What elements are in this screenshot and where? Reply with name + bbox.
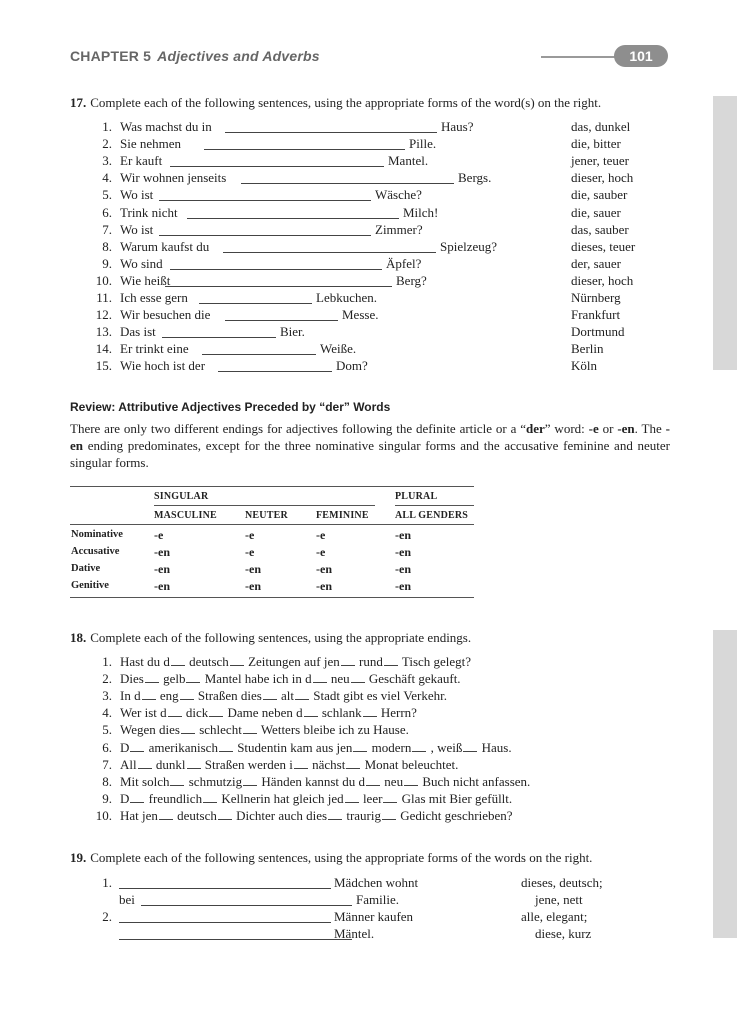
item-ending: Mäntel. — [334, 926, 375, 941]
word-hint: jene, nett — [535, 892, 583, 907]
sentence-fragment: Kellnerin hat gleich jed — [221, 790, 344, 806]
word-hint: Dortmund — [571, 324, 625, 340]
ending-blank — [328, 808, 342, 820]
page-number-badge: 101 — [614, 45, 668, 67]
answer-blank — [204, 136, 405, 150]
ending-blank — [170, 774, 184, 786]
sentence-fragment: Haus. — [481, 739, 512, 755]
item-ending: Lebkuchen. — [316, 290, 378, 305]
answer-blank — [119, 909, 331, 923]
item-ending: Wäsche? — [375, 187, 422, 203]
table-header-plural: PLURAL — [395, 491, 438, 502]
answer-blank — [187, 205, 399, 219]
sentence-fragment: deutsch — [177, 807, 217, 823]
ending-blank — [294, 757, 308, 769]
sentence-fragment: Wer ist d — [120, 705, 167, 721]
answer-blank — [241, 170, 454, 184]
ending-blank — [295, 688, 309, 700]
item-number: 7. — [102, 756, 112, 772]
fill-in-sentence — [120, 790, 512, 807]
word-hint: der, sauer — [571, 255, 622, 271]
sentence-fragment: In d — [120, 688, 141, 704]
table-bottom-rule — [70, 597, 474, 598]
ending-blank — [203, 791, 217, 803]
ending-blank — [145, 671, 159, 683]
word-hint: die, sauber — [571, 187, 628, 203]
word-hint: dieser, hoch — [571, 272, 634, 288]
item-number: 5. — [102, 722, 112, 738]
ending-cell: -en — [245, 579, 261, 593]
ending-cell: -e — [316, 528, 326, 542]
answer-blank — [119, 875, 331, 889]
ending-blank — [341, 654, 355, 666]
answer-blank — [202, 341, 316, 355]
ending-blank — [383, 791, 397, 803]
ending-blank — [142, 688, 156, 700]
answer-blank — [165, 273, 392, 287]
sentence-fragment: Studentin kam aus jen — [237, 739, 353, 755]
fill-in-sentence — [120, 807, 513, 824]
answer-blank — [159, 222, 371, 236]
item-prompt: Trink nicht — [120, 204, 178, 220]
answer-blank — [119, 926, 352, 940]
ending-blank — [346, 757, 360, 769]
sentence-fragment: Zeitungen auf jen — [248, 654, 340, 669]
ending-blank — [181, 722, 195, 734]
item-number: 10. — [95, 272, 112, 288]
ending-cell: -en — [245, 562, 261, 576]
sentence-fragment: deutsch — [189, 654, 229, 669]
item-ending: Dom? — [336, 358, 368, 374]
table-col-all-genders: ALL GENDERS — [395, 510, 469, 521]
sentence-fragment: Hast du d — [120, 654, 170, 669]
row-label: Genitive — [71, 580, 109, 591]
item-number: 2. — [102, 909, 112, 924]
item-ending: Mädchen wohnt — [334, 875, 419, 890]
exercise-17-instruction: 17. Complete each of the following sentences, using the appropriate forms of the word(s) on the right. — [70, 95, 602, 110]
word-hint: das, dunkel — [571, 119, 631, 134]
fill-in-sentence — [120, 653, 471, 670]
ending-blank — [345, 791, 359, 803]
item-prompt: Warum kaufst du — [120, 238, 210, 254]
word-hint: dieses, deutsch; — [521, 875, 603, 890]
item-number: 10. — [95, 807, 112, 823]
sentence-fragment: Wegen dies — [120, 722, 180, 738]
table-col-feminine: FEMININE — [316, 510, 369, 521]
word-hint: dieser, hoch — [571, 170, 634, 186]
sentence-fragment: Mantel habe ich in d — [204, 671, 312, 687]
sentence-fragment: dick — [185, 705, 209, 721]
ending-blank — [353, 740, 367, 752]
sentence-fragment: eng — [159, 688, 179, 704]
item-number: 7. — [102, 221, 112, 237]
sentence-fragment: , weiß — [430, 739, 463, 755]
item-prompt: Wo ist — [120, 221, 154, 237]
answer-blank — [223, 239, 436, 253]
ending-blank — [138, 757, 152, 769]
item-ending: Berg? — [396, 272, 427, 288]
item-number: 9. — [102, 790, 112, 806]
review-paragraph: There are only two different endings for adjectives following the definite article or a “der” word: -e or -en. The -en ending predominates, except for the three nominative singular forms and the accusative feminine and neuter singular forms. — [70, 421, 670, 470]
item-prompt: Wir besuchen die — [120, 307, 211, 323]
sentence-fragment: amerikanisch — [148, 739, 218, 755]
ending-cell: -en — [316, 579, 332, 593]
item-number: 2. — [102, 671, 112, 687]
ending-cell: -e — [316, 545, 326, 559]
fill-in-sentence — [120, 756, 458, 773]
ending-blank — [219, 740, 233, 752]
word-hint: die, sauer — [571, 204, 621, 220]
item-ending: Männer kaufen — [334, 909, 414, 924]
ending-blank — [363, 705, 377, 717]
answer-blank — [225, 307, 338, 321]
sentence-fragment: gelb — [163, 671, 186, 687]
table-col-masculine: MASCULINE — [154, 510, 217, 521]
item-number: 5. — [102, 187, 112, 203]
ending-cell: -en — [395, 545, 411, 559]
sentence-fragment: leer — [362, 790, 383, 806]
ending-blank — [209, 705, 223, 717]
sentence-fragment: Händen kannst du d — [261, 773, 366, 789]
sentence-fragment: schlecht — [199, 722, 242, 738]
item-prompt: Er kauft — [120, 153, 163, 169]
sentence-fragment: Hat jen — [120, 807, 158, 823]
sentence-fragment: neu — [384, 773, 404, 789]
fill-in-sentence — [120, 670, 461, 687]
ending-blank — [187, 757, 201, 769]
item-ending: Mantel. — [388, 153, 429, 169]
item-number: 8. — [102, 773, 112, 789]
ending-cell: -e — [154, 528, 164, 542]
answer-blank — [159, 187, 371, 201]
table-plural-rule — [395, 505, 474, 506]
word-hint: alle, elegant; — [521, 909, 588, 924]
ending-blank — [218, 808, 232, 820]
item-number: 3. — [102, 688, 112, 704]
sentence-fragment: Glas mit Bier gefüllt. — [401, 790, 513, 806]
item-prompt: Wie hoch ist der — [120, 358, 206, 374]
answer-blank — [170, 153, 384, 167]
ending-blank — [384, 654, 398, 666]
exercise-19-instruction: 19. Complete each of the following sentences, using the appropriate forms of the words on the right. — [70, 850, 593, 865]
header-rule — [541, 56, 621, 58]
sentence-fragment: schlank — [321, 705, 362, 721]
sentence-fragment: D — [120, 739, 130, 755]
sentence-fragment: alt — [281, 688, 295, 704]
item-number: 9. — [102, 255, 112, 271]
ending-cell: -e — [245, 545, 255, 559]
sentence-fragment: schmutzig — [188, 773, 243, 789]
ending-blank — [382, 808, 396, 820]
item-prompt: Wir wohnen jenseits — [120, 170, 227, 186]
sentence-fragment: dunkl — [155, 756, 186, 772]
word-hint: Frankfurt — [571, 307, 621, 323]
item-ending: Äpfel? — [386, 255, 422, 271]
item-prompt: Er trinkt eine — [120, 341, 189, 357]
sentence-fragment: Wetters bleibe ich zu Hause. — [260, 722, 409, 738]
ending-blank — [230, 654, 244, 666]
item-ending: Bergs. — [458, 170, 492, 186]
item-prompt: bei — [119, 892, 135, 907]
ending-blank — [168, 705, 182, 717]
word-hint: Köln — [571, 358, 597, 374]
ending-blank — [171, 654, 185, 666]
item-number: 3. — [102, 153, 112, 169]
fill-in-sentence — [120, 704, 417, 721]
item-number: 11. — [96, 290, 112, 305]
sentence-fragment: Buch nicht anfassen. — [422, 773, 531, 789]
ending-blank — [313, 671, 327, 683]
answer-blank — [170, 256, 382, 270]
ending-blank — [263, 688, 277, 700]
item-number: 13. — [95, 324, 112, 340]
ending-cell: -en — [154, 562, 170, 576]
ending-blank — [186, 671, 200, 683]
review-title: Review: Attributive Adjectives Preceded by “der” Words — [70, 400, 391, 414]
item-prompt: Was machst du in — [120, 119, 212, 134]
item-ending: Pille. — [409, 136, 437, 152]
sentence-fragment: D — [120, 790, 130, 806]
sentence-fragment: neu — [330, 671, 350, 687]
sentence-fragment: Dies — [120, 671, 144, 687]
table-col-neuter: NEUTER — [245, 510, 288, 521]
sentence-fragment: traurig — [346, 807, 381, 823]
sentence-fragment: Mit solch — [120, 773, 170, 789]
item-prompt: Das ist — [120, 324, 156, 340]
item-number: 4. — [102, 170, 112, 186]
sentence-fragment: Dichter auch dies — [236, 807, 328, 823]
item-number: 1. — [102, 875, 112, 890]
table-header-singular: SINGULAR — [154, 491, 209, 502]
item-prompt: Wo sind — [120, 255, 163, 271]
side-tab-lower — [713, 630, 737, 938]
item-number: 14. — [95, 341, 112, 357]
side-tab-upper — [713, 96, 737, 370]
item-ending: Spielzeug? — [440, 238, 498, 254]
ending-cell: -e — [245, 528, 255, 542]
item-ending: Bier. — [280, 324, 305, 340]
sentence-fragment: Tisch gelegt? — [401, 654, 472, 669]
ending-blank — [130, 740, 144, 752]
sentence-fragment: All — [120, 756, 137, 772]
item-number: 6. — [102, 739, 112, 755]
ending-blank — [130, 791, 144, 803]
ending-blank — [412, 740, 426, 752]
word-hint: die, bitter — [571, 136, 621, 152]
ending-cell: -en — [395, 562, 411, 576]
ending-blank — [243, 774, 257, 786]
word-hint: dieses, teuer — [571, 238, 636, 254]
item-prompt: Wie heißt — [120, 272, 171, 288]
sentence-fragment: Straßen dies — [197, 688, 262, 704]
item-ending: Weiße. — [320, 341, 357, 357]
answer-blank — [141, 892, 352, 906]
item-number: 1. — [102, 654, 112, 669]
fill-in-sentence — [120, 687, 447, 704]
sentence-fragment: nächst — [312, 756, 346, 772]
ending-cell: -en — [395, 579, 411, 593]
ending-blank — [304, 705, 318, 717]
table-header-rule — [70, 524, 474, 525]
ending-blank — [366, 774, 380, 786]
answer-blank — [225, 119, 437, 133]
ending-blank — [180, 688, 194, 700]
sentence-fragment: Gedicht geschrieben? — [400, 807, 513, 823]
ending-blank — [243, 722, 257, 734]
ending-cell: -en — [316, 562, 332, 576]
sentence-fragment: Straßen werden i — [204, 756, 293, 772]
word-hint: jener, teuer — [571, 153, 629, 169]
ending-cell: -en — [154, 545, 170, 559]
row-label: Dative — [71, 563, 101, 574]
ending-blank — [351, 671, 365, 683]
item-number: 6. — [102, 204, 112, 220]
item-ending: Zimmer? — [375, 221, 423, 237]
word-hint: Berlin — [571, 341, 604, 357]
item-number: 2. — [102, 136, 112, 152]
ending-cell: -en — [395, 528, 411, 542]
word-hint: das, sauber — [571, 221, 629, 237]
item-ending: Milch! — [403, 204, 439, 220]
sentence-fragment: Geschäft gekauft. — [368, 671, 461, 687]
fill-in-sentence — [120, 773, 530, 790]
item-number: 12. — [95, 307, 112, 323]
sentence-fragment: rund — [359, 654, 383, 669]
item-number: 1. — [102, 119, 112, 134]
fill-in-sentence — [120, 721, 409, 738]
item-prompt: Sie nehmen — [120, 136, 182, 152]
chapter-heading: CHAPTER 5 Adjectives and Adverbs — [70, 48, 320, 64]
item-prompt: Ich esse gern — [120, 290, 188, 305]
item-ending: Messe. — [342, 307, 379, 323]
row-label: Nominative — [71, 529, 123, 540]
row-label: Accusative — [71, 546, 120, 557]
word-hint: diese, kurz — [535, 926, 592, 941]
word-hint: Nürnberg — [571, 290, 621, 305]
sentence-fragment: Stadt gibt es viel Verkehr. — [313, 688, 447, 704]
ending-cell: -en — [154, 579, 170, 593]
fill-in-sentence — [120, 739, 512, 756]
item-prompt: Wo ist — [120, 187, 154, 203]
sentence-fragment: Herrn? — [380, 705, 417, 721]
item-number: 4. — [102, 705, 112, 721]
ending-blank — [404, 774, 418, 786]
answer-blank — [162, 324, 276, 338]
item-ending: Haus? — [441, 119, 474, 134]
sentence-fragment: freundlich — [148, 790, 203, 806]
sentence-fragment: modern — [371, 739, 412, 755]
answer-blank — [218, 358, 332, 372]
item-number: 15. — [95, 358, 112, 374]
sentence-fragment: Dame neben d — [227, 705, 303, 721]
table-top-rule — [70, 486, 474, 487]
item-number: 8. — [102, 238, 112, 254]
item-ending: Familie. — [356, 892, 399, 907]
table-singular-rule — [154, 505, 375, 506]
sentence-fragment: Monat beleuchtet. — [364, 756, 459, 772]
exercise-18-instruction: 18. Complete each of the following sentences, using the appropriate endings. — [70, 630, 472, 645]
ending-blank — [159, 808, 173, 820]
answer-blank — [199, 290, 312, 304]
ending-blank — [463, 740, 477, 752]
